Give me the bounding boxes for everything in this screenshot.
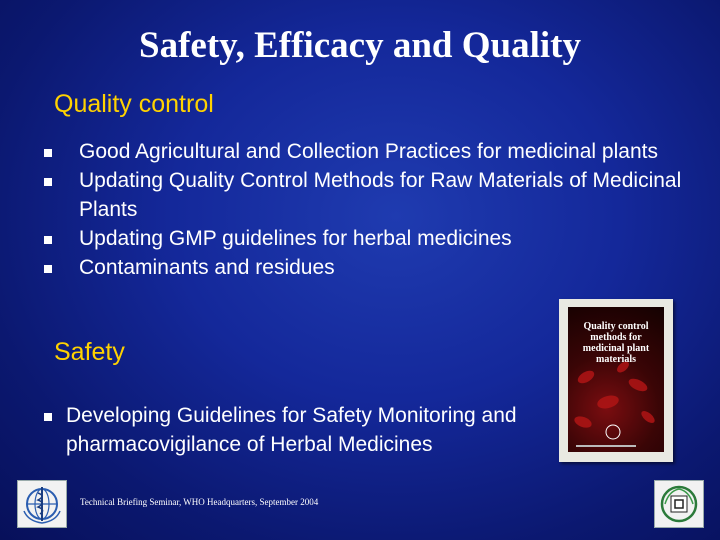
partner-logo — [654, 480, 704, 528]
who-logo — [17, 480, 67, 528]
list-item: Updating Quality Control Methods for Raw Materials of Medicinal Plants — [79, 166, 689, 224]
partner-logo-icon — [655, 481, 703, 527]
safety-list — [66, 401, 556, 459]
bullet-icon — [44, 413, 52, 421]
list-item: Developing Guidelines for Safety Monitoring and pharmacovigilance of Herbal Medicines — [66, 401, 556, 459]
safety-heading: Safety — [54, 338, 125, 366]
footer-text: Technical Briefing Seminar, WHO Headquarters, September 2004 — [80, 497, 319, 507]
bullet-icon — [44, 265, 52, 273]
book-title: Quality control methods for medicinal plant materials — [582, 321, 650, 365]
book-cover-image — [559, 299, 673, 462]
bullet-icon — [44, 178, 52, 186]
list-item: Contaminants and residues — [79, 253, 689, 282]
list-item: Good Agricultural and Collection Practices for medicinal plants — [79, 137, 689, 166]
bullet-icon — [44, 236, 52, 244]
slide-title: Safety, Efficacy and Quality — [139, 25, 581, 66]
who-emblem-icon — [18, 481, 66, 527]
bullet-icon — [44, 149, 52, 157]
quality-control-list — [79, 137, 689, 282]
book-cover — [568, 307, 664, 452]
quality-control-heading: Quality control — [54, 90, 214, 118]
list-item: Updating GMP guidelines for herbal medicines — [79, 224, 689, 253]
